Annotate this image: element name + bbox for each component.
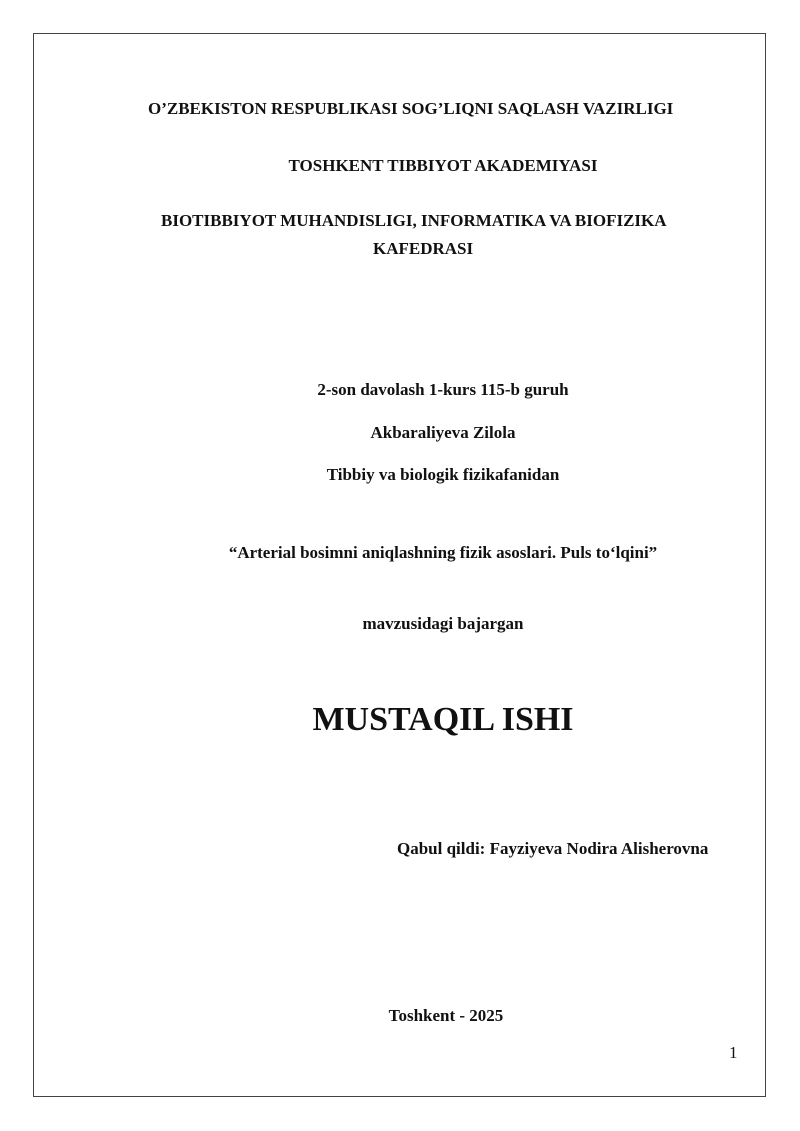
topic-suffix: mavzusidagi bajargan [362, 614, 524, 633]
accepted-by: Qabul qildi: Fayziyeva Nodira Alisherovna [397, 839, 709, 858]
topic-title: “Arterial bosimni aniqlashning fizik asoslari. Puls to‘lqini” [228, 543, 658, 562]
academy-heading: TOSHKENT TIBBIYOT AKADEMIYASI [288, 156, 598, 175]
department-heading-line-1: BIOTIBBIYOT MUHANDISLIGI, INFORMATIKA VA BIOFIZIKA [161, 211, 667, 230]
department-heading-line-2: KAFEDRASI [373, 239, 474, 258]
ministry-heading: O’ZBEKISTON RESPUBLIKASI SOG’LIQNI SAQLASH VAZIRLIGI [148, 99, 674, 118]
city-year: Toshkent - 2025 [388, 1006, 504, 1025]
student-group: 2-son davolash 1-kurs 115-b guruh [317, 380, 569, 399]
page-number: 1 [729, 1043, 738, 1062]
page-border [33, 33, 766, 1097]
student-name: Akbaraliyeva Zilola [370, 423, 516, 442]
subject-name: Tibbiy va biologik fizikafanidan [326, 465, 560, 484]
document-title: MUSTAQIL ISHI [312, 701, 574, 738]
